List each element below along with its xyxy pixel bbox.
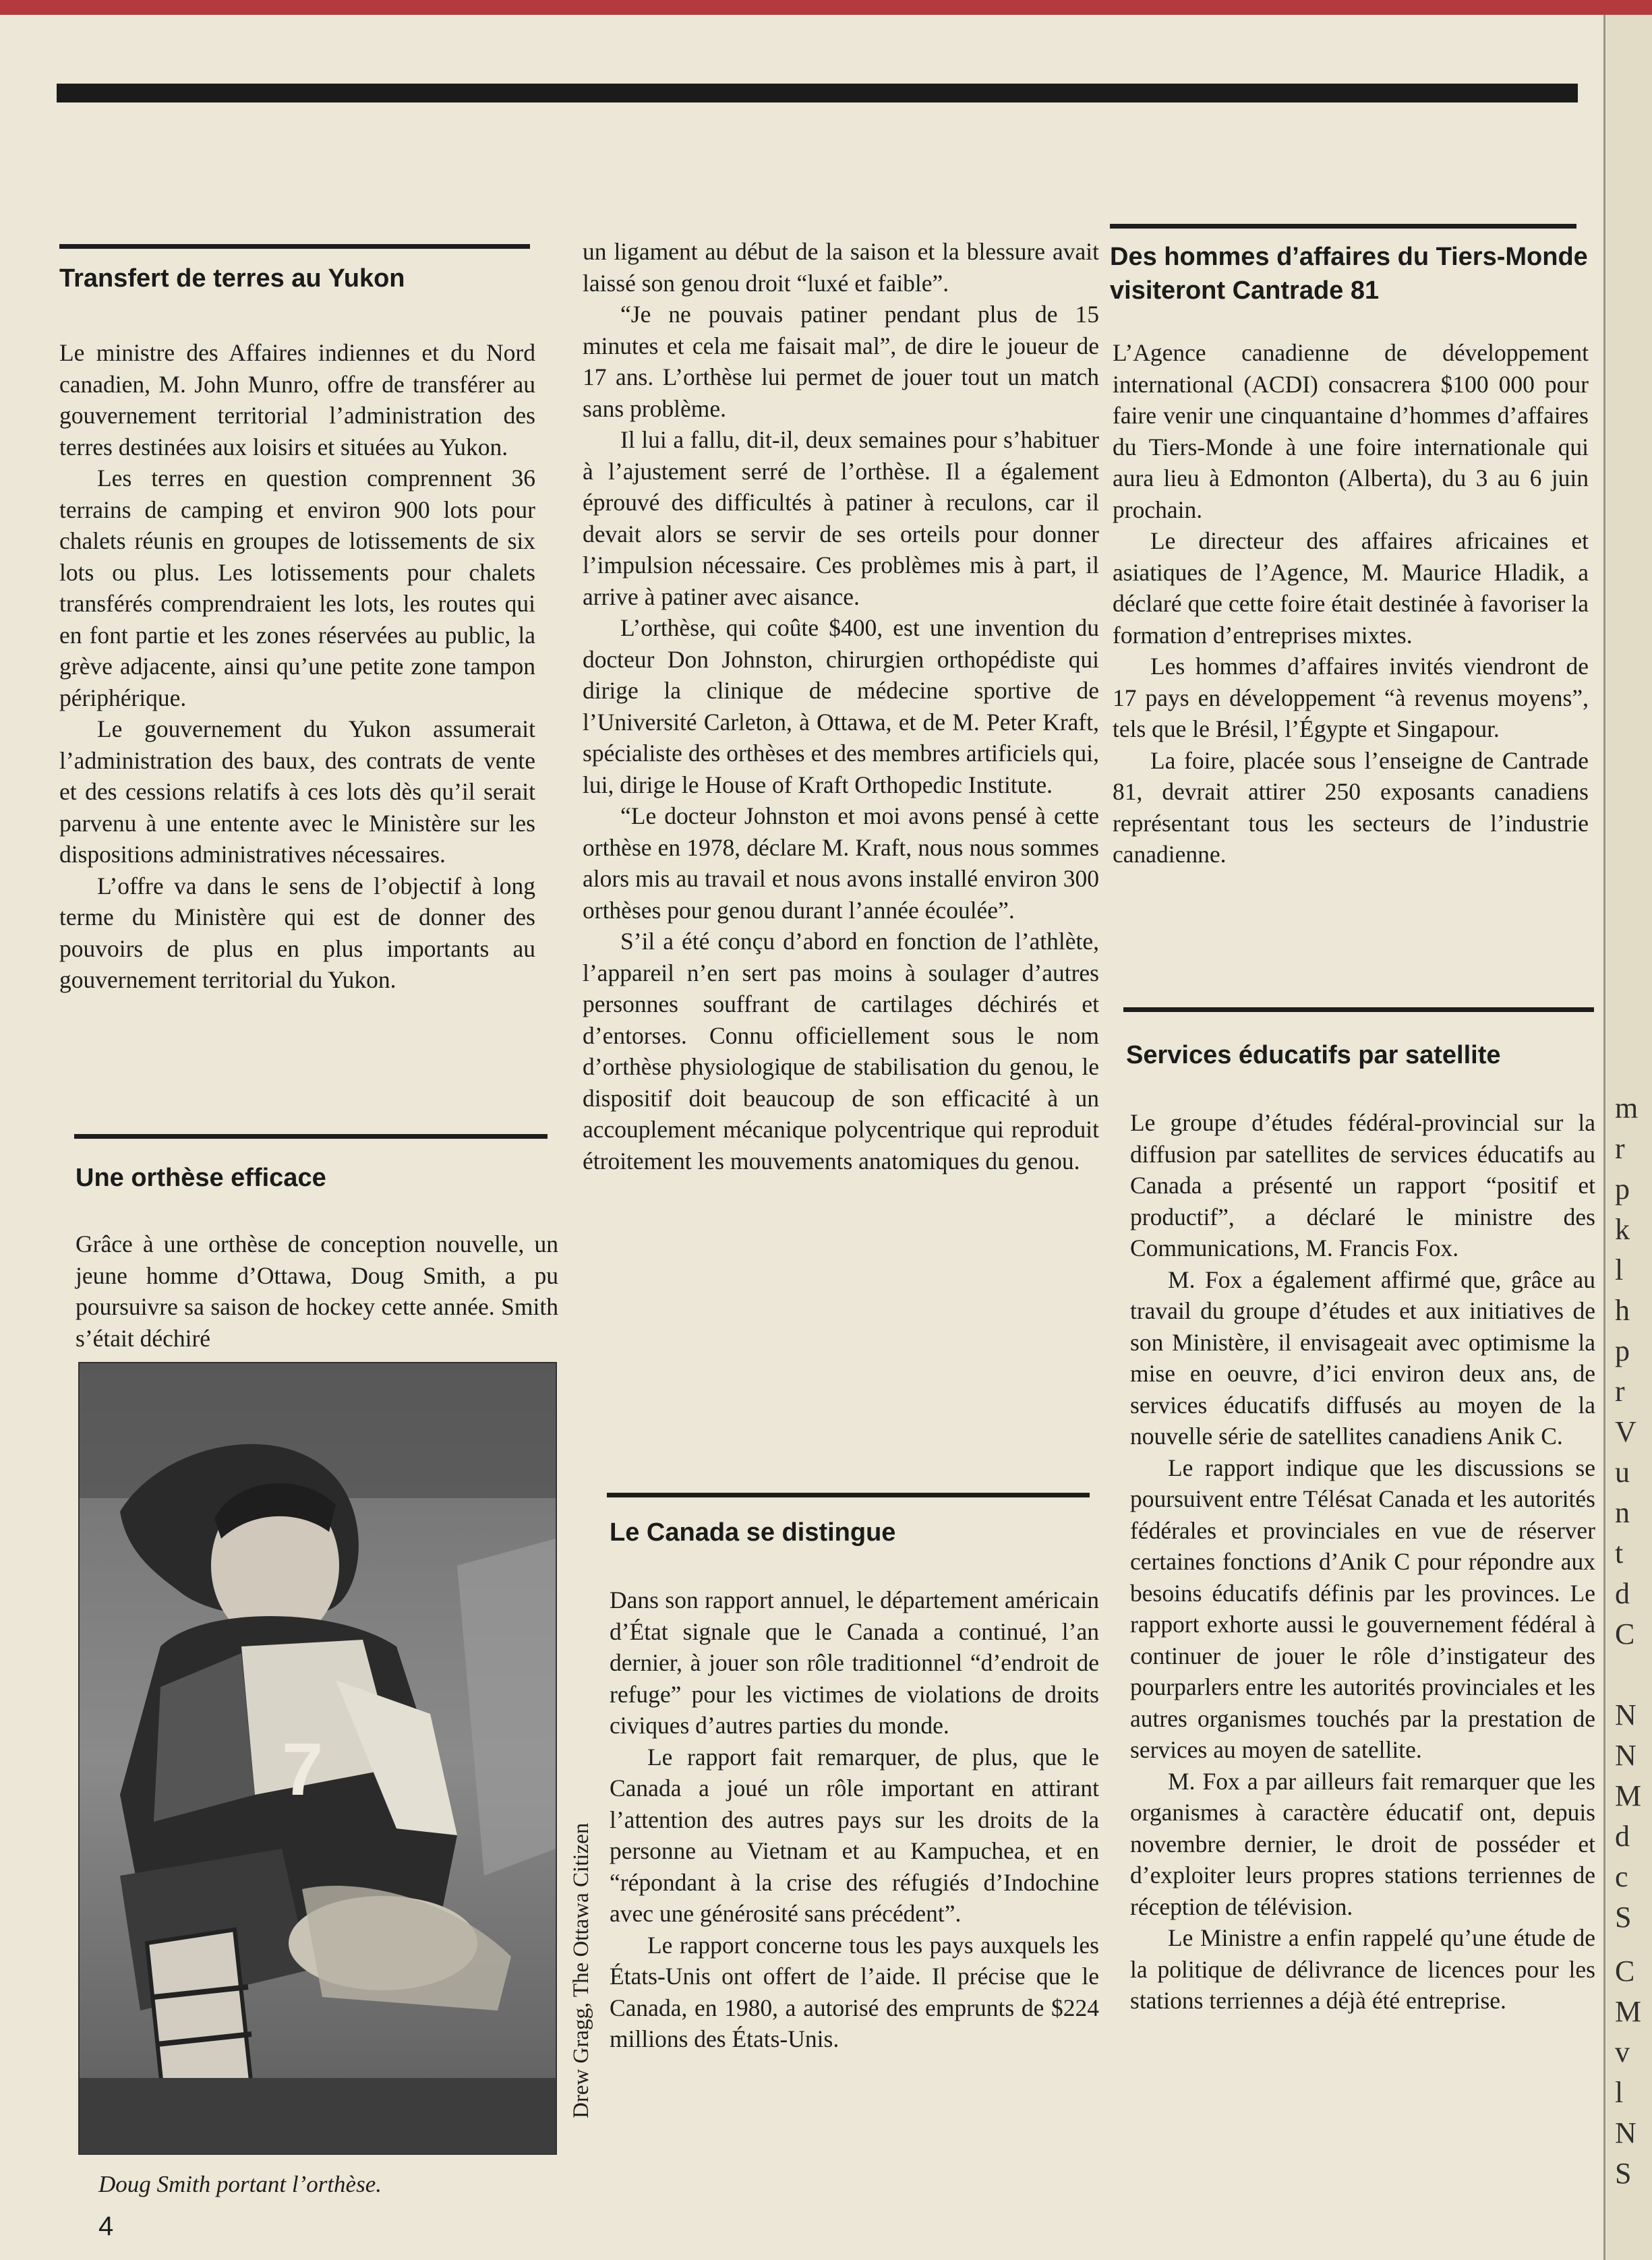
article-body-orthese-start [76, 1228, 558, 1354]
paragraph: Le rapport fait remarquer, de plus, que le Canada a joué un rôle important en attirant l’attention des autres pays sur les droits de la personne au Vietnam et au Kampuchea, et en “répondant à la crise des réfugiés d’Indochine avec une générosité sans précédent”. [610, 1743, 1099, 1927]
edge-letter: m [1615, 1092, 1639, 1125]
edge-letter: d [1615, 1820, 1630, 1853]
edge-letter: n [1615, 1496, 1630, 1529]
edge-letter: N [1615, 1698, 1636, 1731]
edge-letter: N [1615, 1739, 1636, 1772]
edge-letter: p [1615, 1334, 1630, 1367]
article-body-orthese-continued [583, 236, 1099, 1177]
edge-letter: r [1615, 1375, 1625, 1408]
edge-letter: M [1615, 1995, 1642, 2028]
edge-letter: S [1615, 1901, 1632, 1934]
article-body-satellite [1130, 1107, 1595, 2017]
magazine-page [0, 15, 1603, 2260]
edge-letter: h [1615, 1294, 1630, 1327]
article-title-satellite: Services éducatifs par satellite [1126, 1041, 1501, 1069]
edge-letter: C [1615, 1617, 1635, 1651]
paragraph: M. Fox a également affirmé que, grâce au travail du groupe d’études et aux initiatives de son Ministère, il envisageait avec optimisme la mise en oeuvre, d’ici environ deux ans, de services éducatifs diffusés au moyen de la nouvelle série de satellites canadiens Anik C. [1130, 1266, 1595, 1450]
article-title-orthese: Une orthèse efficace [76, 1164, 326, 1192]
edge-letter: v [1615, 2035, 1630, 2069]
paragraph: Le Ministre a enfin rappelé qu’une étude de la politique de délivrance de licences pour les stations terriennes a déjà été entreprise. [1130, 1924, 1595, 2014]
edge-letter: r [1615, 1132, 1625, 1165]
paragraph: Dans son rapport annuel, le département américain d’État signale que le Canada a continué, l’an dernier, à jouer son rôle traditionnel “d’endroit de refuge” pour les victimes de violations de droits civiques d’autres parties du monde. [610, 1586, 1099, 1739]
paragraph: M. Fox a par ailleurs fait remarquer que les organismes à caractère éducatif ont, depuis novembre dernier, le droit de posséder et d’exploiter leurs propres stations terriennes de réception de télévision. [1130, 1767, 1595, 1920]
edge-letter: k [1615, 1213, 1630, 1246]
paragraph: Le rapport concerne tous les pays auxquels les États-Unis ont offert de l’aide. Il précise que le Canada, en 1980, a autorisé des emprunts de $224 millions des États-Unis. [610, 1931, 1099, 2052]
paragraph: Le rapport indique que les discussions se poursuivent entre Télésat Canada et les autorités fédérales et provinciales en vue de réserver certaines fonctions d’Anik C pour répondre aux besoins éducatifs définis par les provinces. Le rapport exhorte aussi le gouvernement fédéral à continuer de jouer le rôle d’instigateur des pourparlers entre les autorités provinciales et les autres organismes touchés par la prestation de services au moyen de satellite. [1130, 1454, 1595, 1763]
edge-letter: l [1615, 1253, 1624, 1286]
adjacent-page-edge [1603, 15, 1652, 2260]
paragraph: Le ministre des Affaires indiennes et du Nord canadien, M. John Munro, offre de transférer au gouvernement territorial l’administration des terres destinées aux loisirs et situées au Yukon. [59, 339, 535, 460]
edge-letter: l [1615, 2076, 1624, 2109]
paragraph: L’Agence canadienne de développement international (ACDI) consacrera $100 000 pour faire venir une cinquantaine d’hommes d’affaires du Tiers-Monde à une foire internationale qui aura lieu à Edmonton (Alberta), du 3 au 6 juin prochain. [1113, 339, 1589, 523]
binding-strip [0, 0, 1652, 15]
paragraph: Il lui a fallu, dit-il, deux semaines pour s’habituer à l’ajustement serré de l’orthèse. Il a également éprouvé des difficultés à patiner à reculons, car il devait alors se servir de ses orteils pour donner l’impulsion nécessaire. Ces problèmes mis à part, il arrive à patiner avec aisance. [583, 426, 1099, 610]
edge-letter: u [1615, 1456, 1630, 1489]
article-body-yukon [59, 337, 535, 996]
paragraph: Les hommes d’affaires invités viendront de 17 pays en développement “à revenus moyens”, tels que le Brésil, l’Égypte et Singapour. [1113, 653, 1589, 742]
column-rule [74, 1134, 548, 1139]
article-body-canada [610, 1584, 1099, 2055]
paragraph: L’orthèse, qui coûte $400, est une invention du docteur Don Johnston, chirurgien orthopédiste qui dirige la clinique de médecine sportive de l’Université Carleton, à Ottawa, et de M. Peter Kraft, spécialiste des orthèses et des membres artificiels qui, lui, dirige le House of Kraft Orthopedic Institute. [583, 614, 1099, 798]
paragraph: La foire, placée sous l’enseigne de Cantrade 81, devrait attirer 250 exposants canadiens représentant tous les secteurs de l’industrie canadienne. [1113, 746, 1589, 868]
paragraph: un ligament au début de la saison et la blessure avait laissé son genou droit “luxé et faible”. [583, 238, 1099, 297]
page-number: 4 [98, 2211, 114, 2241]
paragraph: “Je ne pouvais patiner pendant plus de 15 minutes et cela me faisait mal”, de dire le joueur de 17 ans. L’orthèse lui permet de jouer tout un match sans problème. [583, 301, 1099, 422]
article-title-canada: Le Canada se distingue [610, 1518, 896, 1547]
edge-letter: d [1615, 1577, 1630, 1610]
photo-caption: Doug Smith portant l’orthèse. [98, 2171, 382, 2197]
photo-doug-smith [78, 1362, 557, 2155]
paragraph: “Le docteur Johnston et moi avons pensé à cette orthèse en 1978, déclare M. Kraft, nous nous sommes alors mis au travail et nous avons installé environ 300 orthèses pour genou durant l’année écoulée”. [583, 802, 1099, 924]
paragraph: Grâce à une orthèse de conception nouvelle, un jeune homme d’Ottawa, Doug Smith, a pu poursuivre sa saison de hockey cette année. Smith s’était déchiré [76, 1230, 558, 1352]
article-title-yukon: Transfert de terres au Yukon [59, 264, 405, 293]
edge-letter: S [1615, 2157, 1632, 2190]
column-rule [1110, 224, 1576, 229]
edge-letter: M [1615, 1779, 1642, 1812]
edge-letter: p [1615, 1172, 1630, 1206]
paragraph: Les terres en question comprennent 36 terrains de camping et environ 900 lots pour chalets réunis en groupes de lotissements de six lots ou plus. Les lotissements pour chalets transférés comprendraient les lots, les routes qui en font partie et les zones réservées au public, la grève adjacente, ainsi qu’une petite zone tampon périphérique. [59, 465, 535, 711]
column-rule [607, 1493, 1090, 1497]
paragraph: Le gouvernement du Yukon assumerait l’administration des baux, des contrats de vente et des cessions relatifs à ces lots dès qu’il serait parvenu à une entente avec le Ministère sur les dispositions administratives nécessaires. [59, 715, 535, 868]
header-rule [57, 84, 1578, 102]
article-title-cantrade: Des hommes d’affaires du Tiers-Monde visiteront Cantrade 81 [1110, 243, 1588, 305]
article-body-cantrade [1113, 337, 1589, 870]
edge-letter: N [1615, 2116, 1636, 2149]
paragraph: Le directeur des affaires africaines et asiatiques de l’Agence, M. Maurice Hladik, a déclaré que cette foire était destinée à favoriser la formation d’entreprises mixtes. [1113, 527, 1589, 649]
edge-letter: C [1615, 1955, 1635, 1988]
edge-letter: V [1615, 1415, 1636, 1448]
edge-letter: t [1615, 1537, 1624, 1570]
paragraph: Le groupe d’études fédéral-provincial sur la diffusion par satellites de services éducatifs au Canada a présenté un rapport “positif et productif”, a déclaré le ministre des Communications, M. Francis Fox. [1130, 1109, 1595, 1261]
column-rule [1123, 1007, 1594, 1012]
photo-credit: Drew Gragg, The Ottawa Citizen [569, 1822, 593, 2118]
paragraph: S’il a été conçu d’abord en fonction de l’athlète, l’appareil n’en sert pas moins à soulager d’autres personnes souffrant de cartilages déchirés et d’entorses. Connu officiellement sous le nom d’orthèse physiologique de stabilisation du genou, le dispositif doit beaucoup de son efficacité à un accouplement mécanique polycentrique qui reproduit étroitement les mouvements anatomiques du genou. [583, 928, 1099, 1174]
jersey-number: 7 [282, 1728, 324, 1811]
edge-letter: c [1615, 1860, 1628, 1893]
paragraph: L’offre va dans le sens de l’objectif à long terme du Ministère qui est de donner des pouvoirs de plus en plus importants au gouvernement territorial du Yukon. [59, 872, 535, 993]
column-rule [59, 244, 530, 249]
